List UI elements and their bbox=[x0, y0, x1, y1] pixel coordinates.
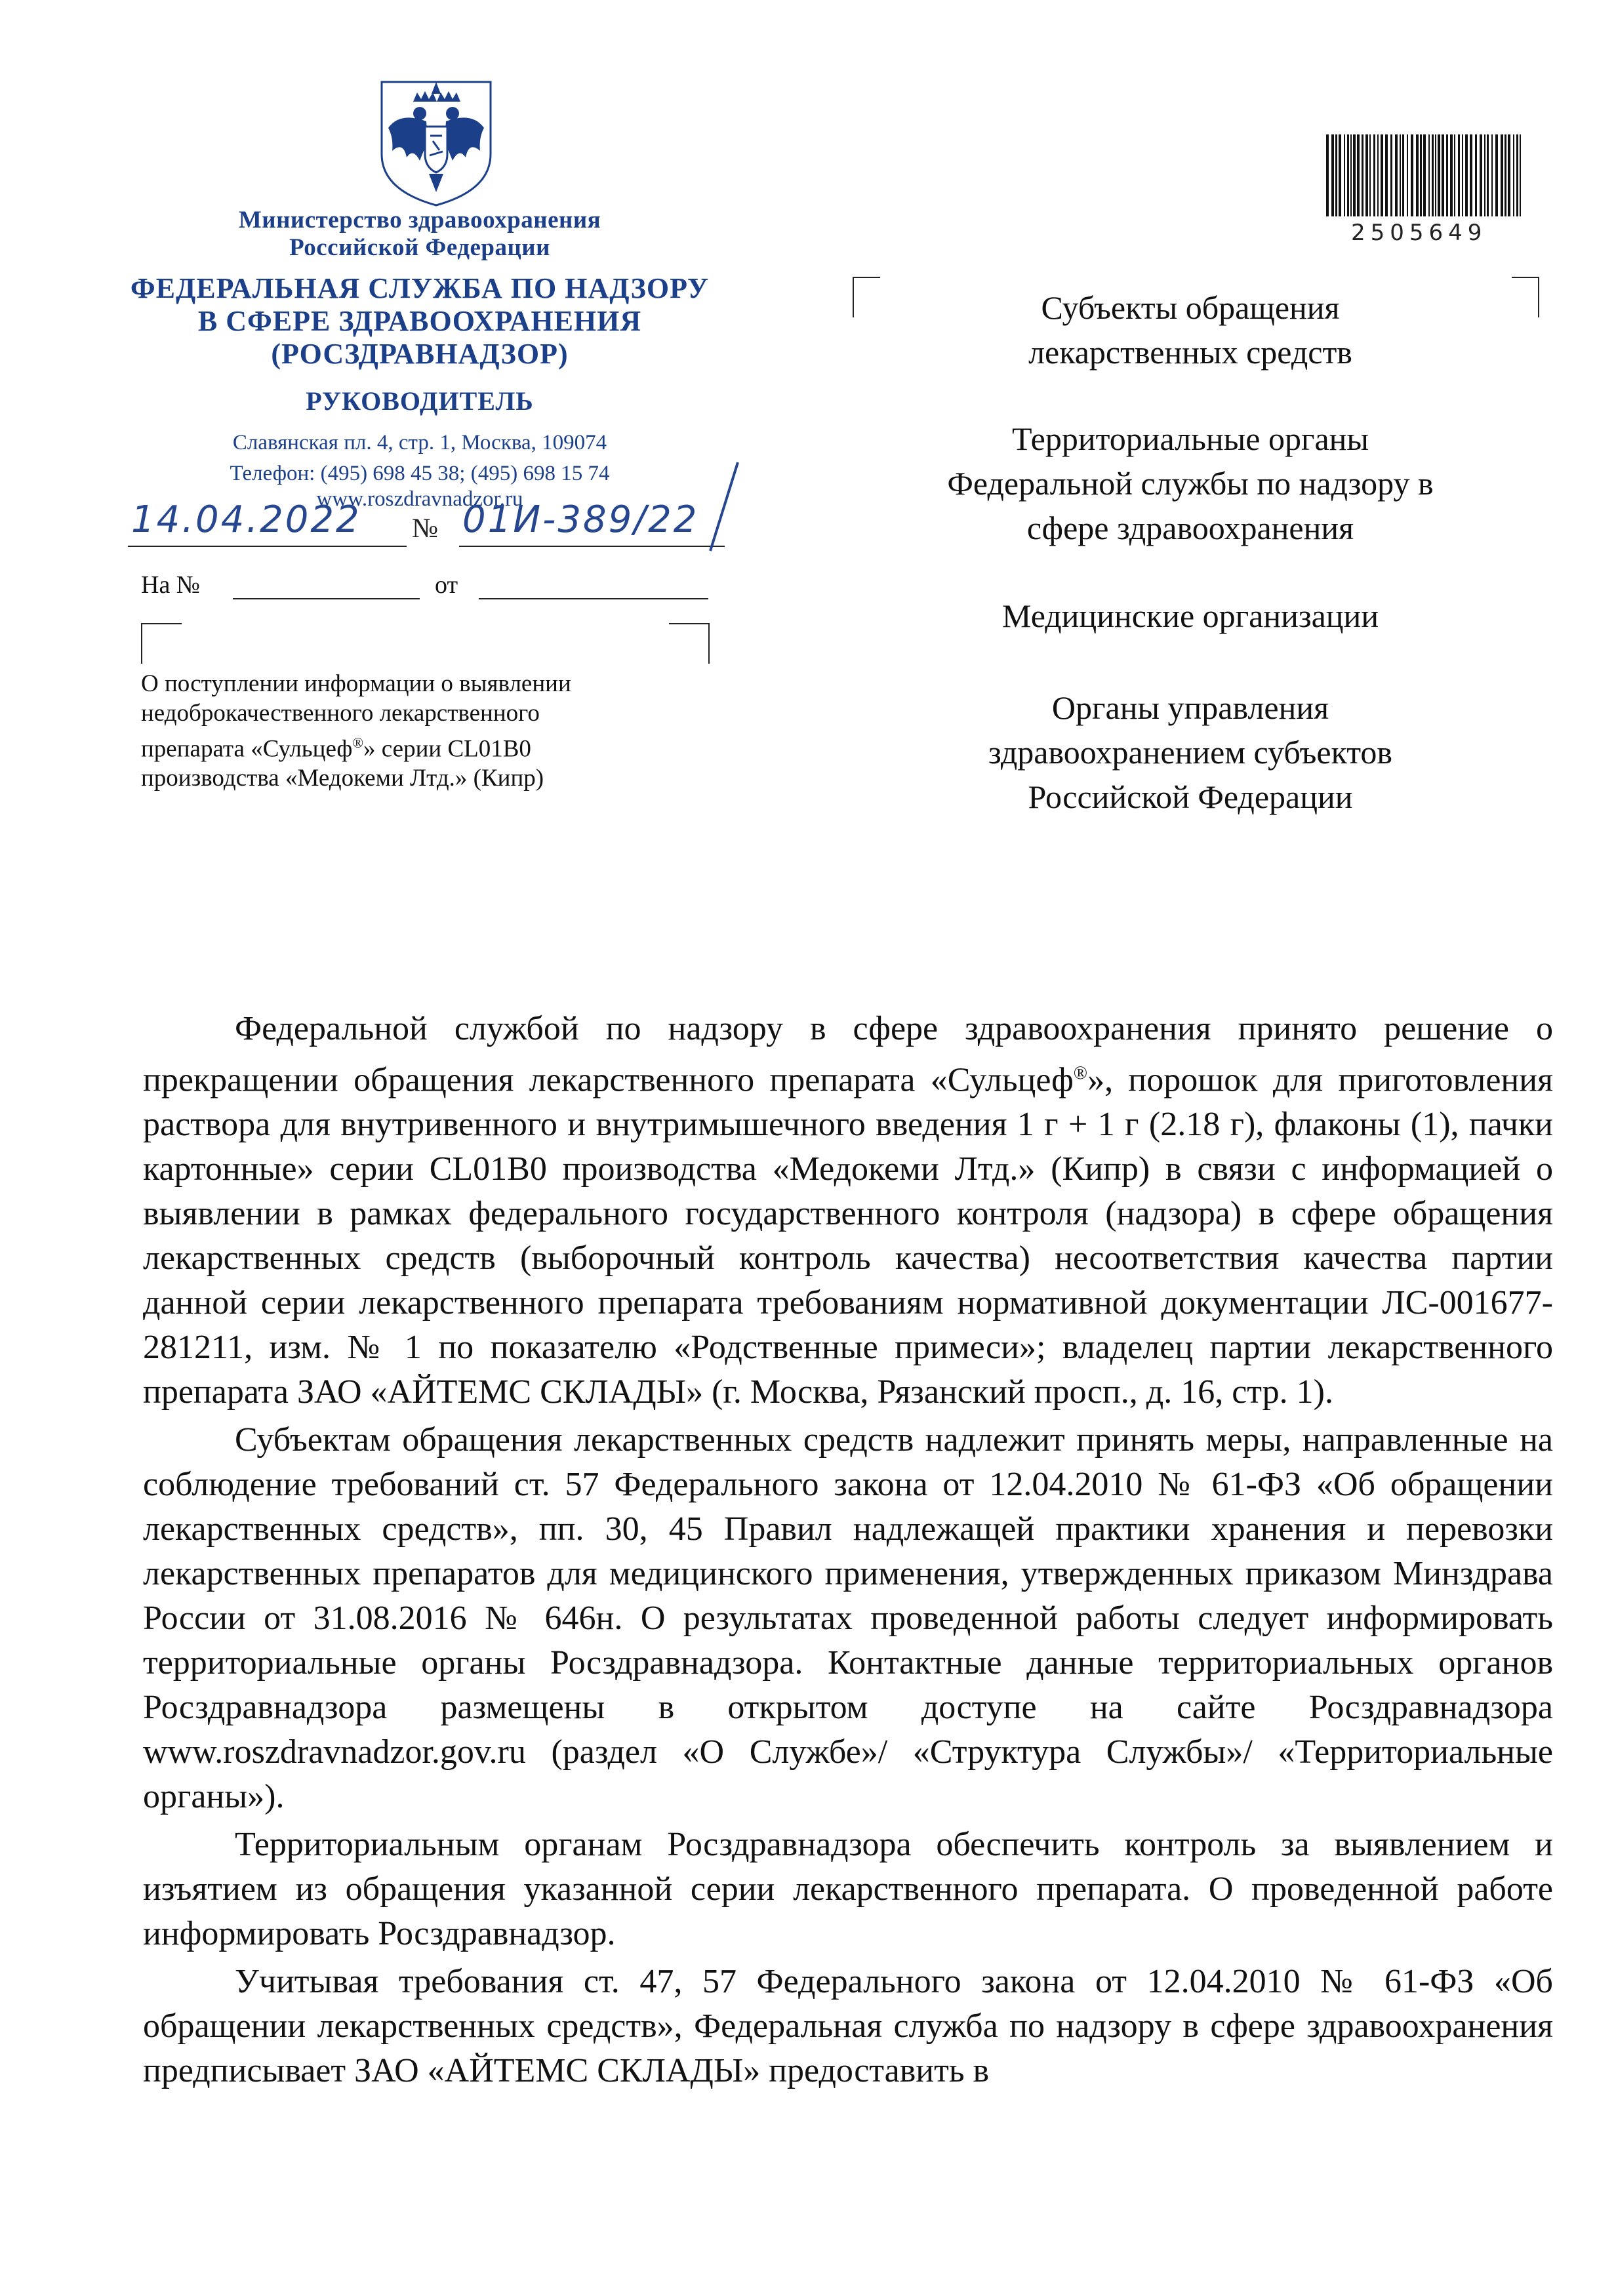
handwritten-slash-mark bbox=[705, 459, 744, 557]
barcode-bar bbox=[1458, 134, 1460, 216]
ministry-name-line1: Министерство здравоохранения bbox=[238, 207, 601, 233]
registration-number: 01И-389/22 bbox=[462, 498, 699, 541]
barcode-bar bbox=[1442, 134, 1444, 216]
body-paragraph: Территориальным органам Росздравнадзора обеспечить контроль за выявлением и изъятием из обращения указанной серии лекарственного препарата. О проведенной работе информировать Росздравнадзор. bbox=[143, 1826, 1553, 1953]
website: www.roszdravnadzor.ru bbox=[316, 487, 523, 511]
letter-subject bbox=[141, 669, 731, 793]
position-title: РУКОВОДИТЕЛЬ bbox=[306, 386, 534, 416]
barcode bbox=[1325, 134, 1525, 223]
barcode-bar bbox=[1369, 134, 1371, 216]
barcode-bar bbox=[1335, 134, 1337, 216]
barcode-bar bbox=[1462, 134, 1463, 216]
address: Славянская пл. 4, стр. 1, Москва, 109074 bbox=[232, 431, 607, 454]
barcode-bar bbox=[1326, 134, 1329, 216]
barcode-bar bbox=[1495, 134, 1498, 216]
barcode-bar bbox=[1339, 134, 1341, 216]
reference-from-label: от bbox=[435, 571, 458, 599]
recipient-group: Субъекты обращения лекарственных средств bbox=[1028, 289, 1352, 371]
barcode-bar bbox=[1513, 134, 1514, 216]
phone: Телефон: (495) 698 45 38; (495) 698 15 74 bbox=[230, 462, 610, 485]
recipient-group: Органы управления здравоохранением субъектов Российской Федерации bbox=[988, 689, 1393, 815]
barcode-bar bbox=[1475, 134, 1477, 216]
barcode-bar bbox=[1450, 134, 1453, 216]
barcode-bar bbox=[1420, 134, 1422, 216]
subject-line: препарата «Сульцеф®» серии CL01B0 bbox=[141, 735, 531, 763]
barcode-bar bbox=[1465, 134, 1468, 216]
barcode-bar bbox=[1446, 134, 1448, 216]
letter-body bbox=[143, 1007, 1553, 2093]
barcode-bar bbox=[1416, 134, 1419, 216]
barcode-bar bbox=[1438, 134, 1440, 216]
barcode-bar bbox=[1373, 134, 1375, 216]
barcode-bar bbox=[1377, 134, 1379, 216]
recipient-group: Территориальные органы Федеральной службы по надзору в сфере здравоохранения bbox=[947, 420, 1434, 546]
barcode-bar bbox=[1357, 134, 1360, 216]
barcode-bar bbox=[1491, 134, 1493, 216]
barcode-bar bbox=[1400, 134, 1401, 216]
agency-name-line1: ФЕДЕРАЛЬНАЯ СЛУЖБА ПО НАДЗОРУ bbox=[130, 272, 710, 304]
state-emblem-icon bbox=[374, 75, 498, 210]
barcode-bar bbox=[1487, 134, 1489, 216]
barcode-bar bbox=[1435, 134, 1436, 216]
date-underline bbox=[128, 546, 407, 547]
barcode-bar bbox=[1505, 134, 1506, 216]
barcode-number: 2505649 bbox=[1351, 220, 1487, 246]
body-paragraph: Федеральной службой по надзору в сфере здравоохранения принято решение о прекращении обращения лекарственного препарата «Сульцеф®», порошок для приготовления раствора для внутривенного и внутримышечного введения 1 г + 1 г (2.18 г), флаконы (1), пачки картонные» серии CL01B0 производства «Медокеми Лтд.» (Кипр) в связи с информацией о выявлении в рамках федерального государственного контроля (надзора) в сфере обращения лекарственных средств (выборочный контроль качества) несоответствия качества партии данной серии лекарственного препарата требованиям нормативной документации ЛС-001677-281211, изм. № 1 по показателю «Родственные примеси»; владелец партии лекарственного препарата ЗАО «АЙТЕМС СКЛАДЫ» (г. Москва, Рязанский просп., д. 16, стр. 1). bbox=[143, 1010, 1553, 1411]
barcode-bar bbox=[1520, 134, 1521, 216]
barcode-bar bbox=[1508, 134, 1510, 216]
recipient-group: Медицинские организации bbox=[1001, 597, 1379, 634]
barcode-bar bbox=[1516, 134, 1518, 216]
reference-number-blank bbox=[233, 598, 420, 599]
barcode-bar bbox=[1432, 134, 1434, 216]
registration-date: 14.04.2022 bbox=[131, 498, 361, 541]
barcode-bar bbox=[1331, 134, 1334, 216]
number-sign: № bbox=[412, 514, 439, 544]
subject-line: О поступлении информации о выявлении bbox=[141, 670, 571, 697]
barcode-bar bbox=[1407, 134, 1408, 216]
barcode-bar bbox=[1381, 134, 1383, 216]
barcode-bar bbox=[1501, 134, 1503, 216]
barcode-bar bbox=[1350, 134, 1352, 216]
body-paragraph: Учитывая требования ст. 47, 57 Федерального закона от 12.04.2010 № 61-ФЗ «Об обращении лекарственных средств», Федеральная служба по надзору в сфере здравоохранения предписывает ЗАО «АЙТЕМС СКЛАДЫ» предоставить в bbox=[143, 1963, 1553, 2090]
body-paragraph: Субъектам обращения лекарственных средств надлежит принять меры, направленные на соблюдение требований ст. 57 Федерального закона от 12.04.2010 № 61-ФЗ «Об обращении лекарственных средств», пп. 30, 45 Правил надлежащей практики хранения и перевозки лекарственных препаратов для медицинского применения, утвержденных приказом Минздрава России от 31.08.2016 № 646н. О результатах проведенной работы следует информировать территориальные органы Росздравнадзора. Контактные данные территориальных органов Росздравнадзора размещены в открытом доступе на сайте Росздравнадзора www.roszdravnadzor.gov.ru (раздел «О Службе»/ «Структура Службы»/ «Территориальные органы»). bbox=[143, 1421, 1553, 1816]
barcode-bar bbox=[1411, 134, 1413, 216]
barcode-bar bbox=[1428, 134, 1430, 216]
barcode-bar bbox=[1347, 134, 1349, 216]
ministry-name-line2: Российской Федерации bbox=[289, 234, 550, 261]
barcode-bar bbox=[1454, 134, 1455, 216]
barcode-bar bbox=[1344, 134, 1345, 216]
agency-name-line2: В СФЕРЕ ЗДРАВООХРАНЕНИЯ bbox=[197, 305, 642, 337]
barcode-bar bbox=[1362, 134, 1364, 216]
barcode-bar bbox=[1484, 134, 1485, 216]
barcode-bar bbox=[1385, 134, 1388, 216]
barcode-bar bbox=[1470, 134, 1472, 216]
barcode-bar bbox=[1395, 134, 1398, 216]
barcode-bar bbox=[1365, 134, 1368, 216]
reference-number-label: На № bbox=[141, 571, 201, 599]
subject-corner-right bbox=[669, 623, 710, 664]
subject-line: производства «Медокеми Лтд.» (Кипр) bbox=[141, 765, 544, 792]
barcode-bar bbox=[1423, 134, 1426, 216]
subject-line: недоброкачественного лекарственного bbox=[141, 700, 540, 727]
number-underline bbox=[459, 546, 725, 547]
barcode-bar bbox=[1480, 134, 1482, 216]
barcode-bar bbox=[1353, 134, 1356, 216]
barcode-bar bbox=[1402, 134, 1404, 216]
barcode-bar bbox=[1390, 134, 1392, 216]
agency-name-line3: (РОСЗДРАВНАДЗОР) bbox=[271, 338, 569, 370]
subject-corner-left bbox=[141, 623, 182, 664]
reference-date-blank bbox=[479, 598, 708, 599]
